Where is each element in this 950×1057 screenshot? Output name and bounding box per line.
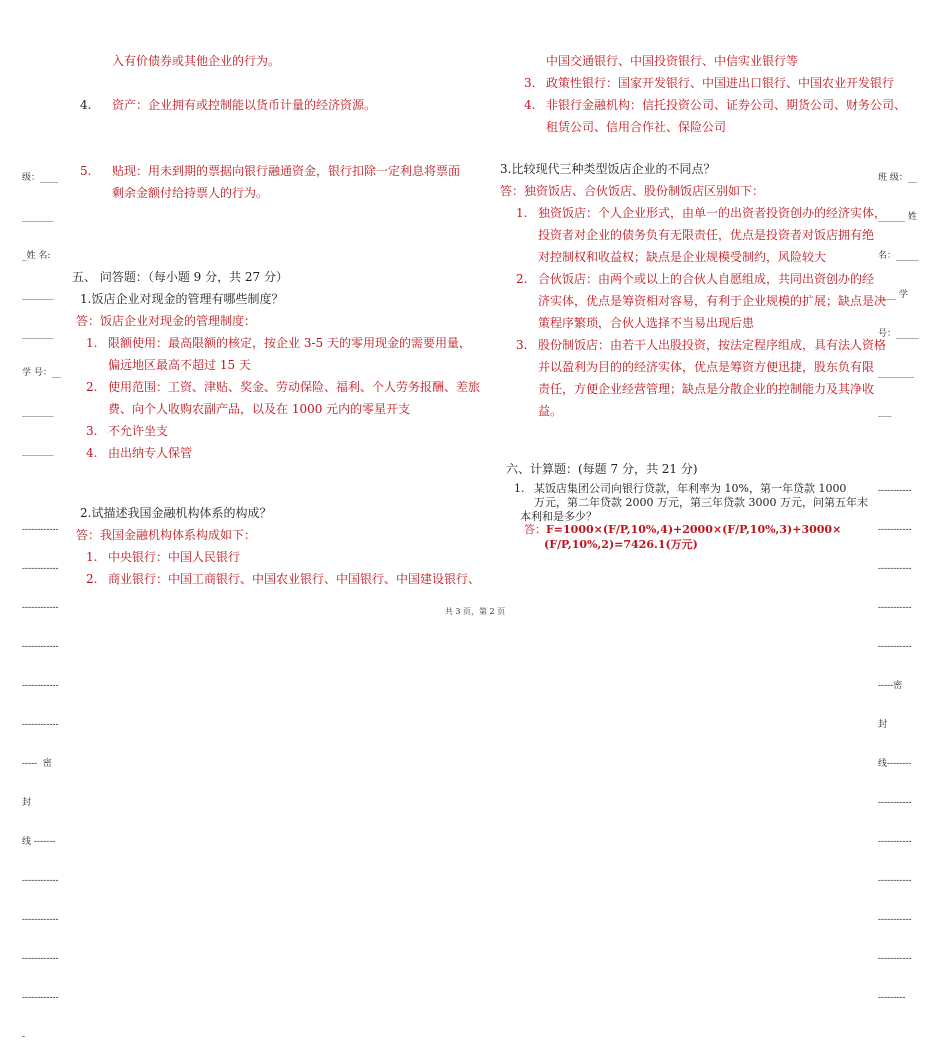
list-item: 费、向个人收购农副产品，以及在 1000 元内的零星开支 (108, 402, 411, 416)
dash-line: ----------- (878, 564, 912, 574)
list-item: 3. 不允许坐支 (86, 424, 169, 438)
seal-mark: 封 (22, 798, 32, 808)
underline: _______ (22, 329, 54, 339)
list-item: 2. 使用范围：工资、津贴、奖金、劳动保险、福利、个人劳务报酬、差旅 (86, 380, 481, 394)
question-3: 3.比较现代三种类型饭店企业的不同点？ (500, 162, 716, 176)
list-item: 1. 限额使用：最高限额的核定，按企业 3-5 天的零用现金的需要用量， (86, 336, 471, 350)
dash-line: ----------- (878, 798, 912, 808)
dash-line: ------------ (22, 720, 59, 730)
dash-line: ------------ (22, 915, 59, 925)
dash-line: ----------- (878, 603, 912, 613)
calc-question-1: 1. 某饭店集团公司向银行贷款，年利率为 10%，第一年贷款 1000 万元，第二年贷款 2000 万元，第三年贷款 3000 万元，问第五年末 本利和是多少？ (514, 482, 868, 523)
underline: ______ 姓 (878, 212, 917, 222)
dash-line: ------------ (22, 564, 59, 574)
dash-line: ------------ (22, 642, 59, 652)
dash-line: ------------ (22, 954, 59, 964)
item-text: 资产：企业拥有或控制能以货币计量的经济资源。 (112, 98, 377, 112)
answer-2-list (86, 546, 480, 590)
dash-line: - (22, 1032, 26, 1042)
name-field-label: 名：_____ (878, 251, 919, 261)
list-item: 3. 政策性银行：国家开发银行、中国进出口银行、中国农业开发银行 (524, 76, 895, 90)
section-six-heading: 六、计算题：(每题 7 分，共 21 分) (506, 462, 698, 476)
underline: ___ (878, 407, 892, 417)
item-text: 贴现：用未到期的票据向银行融通资金，银行扣除一定利息将票面 (112, 164, 461, 178)
dash-line: --------- (878, 993, 906, 1003)
bank-list (524, 72, 906, 138)
list-item: 2. 合伙饭店：由两个或以上的合伙人自愿组成，共同出资创办的经 (516, 272, 875, 286)
answer-2-intro: 答：我国金融机构体系构成如下： (76, 528, 257, 542)
continued-definition: 入有价债券或其他企业的行为。 (112, 54, 281, 68)
list-item: 1. 中央银行：中国人民银行 (86, 550, 241, 564)
student-id-field-label: 学 号：__ (22, 368, 61, 378)
dash-line: ------------ (22, 876, 59, 886)
answer-3-intro: 答：独资饭店、合伙饭店、股份制饭店区别如下： (500, 184, 765, 198)
question-1: 1.饭店企业对现金的管理有哪些制度？ (80, 292, 284, 306)
left-binding-margin (22, 146, 61, 1057)
dash-line: ----------- (878, 876, 912, 886)
dash-line: ----------- (878, 486, 912, 496)
seal-mark: ----- 密 (22, 759, 52, 769)
item-number: 4. (80, 98, 92, 112)
list-item: 对控制权和收益权；缺点是企业规模受制约，风险较大 (538, 250, 827, 264)
item-text: 剩余金额付给持票人的行为。 (112, 186, 269, 200)
name-field-label: _姓 名: (22, 251, 51, 261)
dash-line: ------------ (22, 525, 59, 535)
list-item: 责任，方便企业经营管理；缺点是分散企业的控制能力及其净收 (538, 382, 875, 396)
list-item: 益。 (538, 404, 563, 418)
underline: ________ (878, 368, 914, 378)
definition-item-5 (80, 160, 460, 204)
list-item: 租赁公司、信用合作社、保险公司 (546, 120, 727, 134)
list-item: 并以盈利为目的的经济实体，优点是筹资方便迅捷，股东负有限 (538, 360, 875, 374)
list-item: 4. 由出纳专人保管 (86, 446, 193, 460)
underline: _______ (22, 212, 54, 222)
student-id-field-label: 号：_____ (878, 329, 919, 339)
continued-bank-list: 中国交通银行、中国投资银行、中信实业银行等 (546, 54, 799, 68)
seal-mark: 线-------- (878, 759, 912, 769)
dash-line: ----------- (878, 525, 912, 535)
seal-mark: 封 (878, 720, 888, 730)
list-item: 策程序繁琐，合伙人选择不当易出现后患 (538, 316, 755, 330)
list-item: 4. 非银行金融机构：信托投资公司、证券公司、期货公司、财务公司、 (524, 98, 907, 112)
class-field-label: 级：____ (22, 173, 59, 183)
calc-answer-1: 答：F=1000×(F/P,10%,4)+2000×(F/P,10%,3)+3000× (F/P,10%,2)=7426.1(万元) (524, 523, 842, 551)
dash-line: ------------ (22, 603, 59, 613)
dash-line: ----------- (878, 915, 912, 925)
section-five-heading: 五、 问答题：（每小题 9 分，共 27 分） (72, 270, 288, 284)
page-footer: 共 3 页，第 2 页 (444, 607, 506, 616)
class-field-label: 班 级：__ (878, 173, 917, 183)
underline: ____ 学 (878, 290, 908, 300)
dash-line: ------------ (22, 993, 59, 1003)
underline: _______ (22, 407, 54, 417)
answer-1-intro: 答：饭店企业对现金的管理制度： (76, 314, 257, 328)
answer-1-list (86, 332, 480, 464)
list-item: 1. 独资饭店：个人企业形式，由单一的出资者投资创办的经济实体， (516, 206, 887, 220)
item-number: 5. (80, 164, 92, 178)
list-item: 偏远地区最高不超过 15 天 (108, 358, 251, 372)
dash-line: ----------- (878, 954, 912, 964)
definition-item-4 (80, 94, 376, 116)
list-item: 济实体，优点是筹资相对容易，有利于企业规模的扩展；缺点是决 (538, 294, 887, 308)
list-item: 3. 股份制饭店：由若干人出股投资，按法定程序组成，具有法人资格 (516, 338, 887, 352)
answer-3-list (516, 202, 886, 422)
question-2: 2.试描述我国金融机构体系的构成？ (80, 506, 272, 520)
dash-line: ------------ (22, 681, 59, 691)
list-item: 投资者对企业的债务负有无限责任，优点是投资者对饭店拥有绝 (538, 228, 875, 242)
seal-mark: -----密 (878, 681, 903, 691)
dash-line: ----------- (878, 642, 912, 652)
underline: _______ (22, 290, 54, 300)
seal-mark: 线 ------- (22, 837, 56, 847)
list-item: 2. 商业银行：中国工商银行、中国农业银行、中国银行、中国建设银行、 (86, 572, 481, 586)
dash-line: ----------- (878, 837, 912, 847)
underline: _______ (22, 446, 54, 456)
